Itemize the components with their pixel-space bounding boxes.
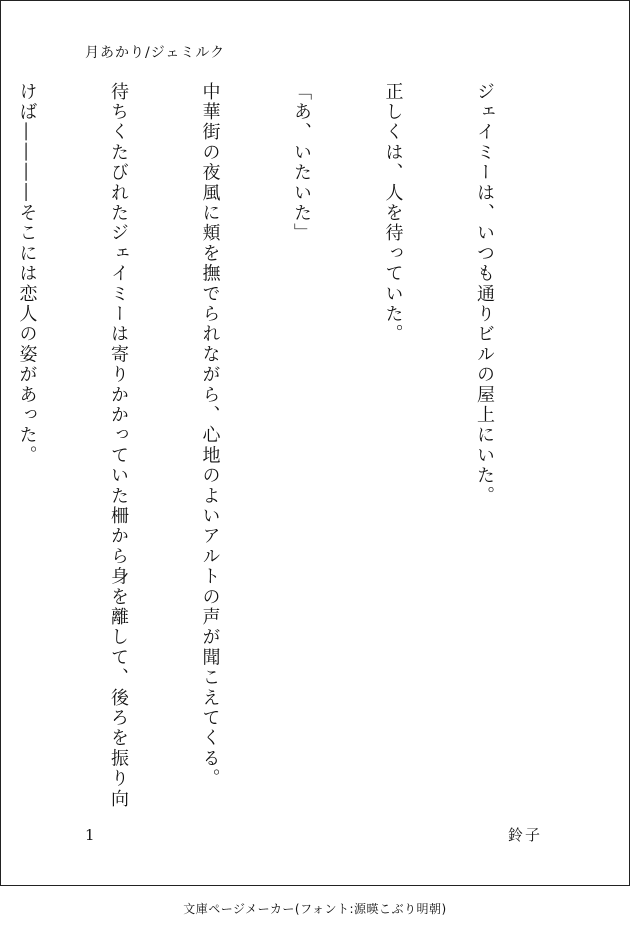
text-line: 正しくは、人を待っていた。: [382, 82, 404, 345]
text-line: ジェイミーは、いつも通りビルの屋上にいた。: [474, 82, 495, 507]
text-line: けば――――そこには恋人の姿があった。: [16, 82, 38, 466]
page-number: 1: [85, 826, 95, 844]
document-title: 月あかり/ジェミルク: [85, 45, 226, 61]
body-text: [0, 82, 560, 810]
footer-credit: 文庫ページメーカー(フォント:源暎こぶり明朝): [183, 902, 447, 916]
text-line: 待ちくたびれたジェイミーは寄りかかっていた柵から身を離して、後ろを振り向: [108, 82, 129, 810]
author-name: 鈴子: [508, 826, 543, 844]
text-line: 「あ、いたいた」: [291, 82, 312, 244]
text-line: 中華街の夜風に頬を撫でられながら、心地のよいアルトの声が聞こえてくる。: [199, 82, 221, 789]
